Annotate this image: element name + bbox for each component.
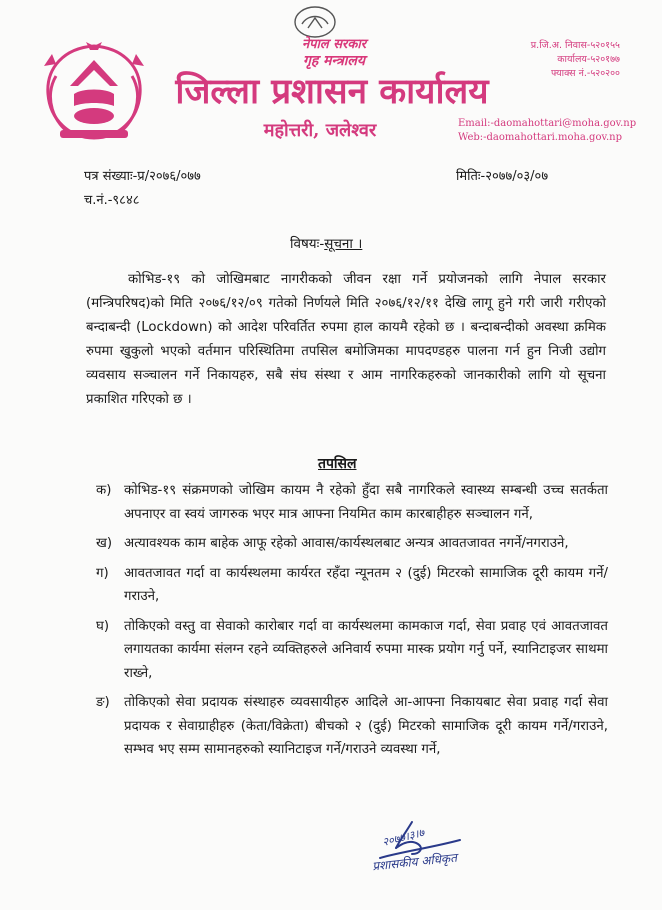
item-marker: ङ) xyxy=(96,695,110,710)
contact-office: कार्यालय-५२०१७७ xyxy=(557,54,620,65)
letter-date: मितिः-२०७७/०३/०७ xyxy=(456,169,549,184)
schedule-list xyxy=(96,479,608,768)
signature-date: २०७७।३।७ xyxy=(381,826,426,849)
item-marker: घ) xyxy=(96,618,110,634)
subject-label: विषयः- xyxy=(290,236,325,252)
list-item xyxy=(96,562,608,609)
notice-body: कोभिड-१९ को जोखिमबाट नागरीकको जीवन रक्षा गर्ने प्रयोजनको लागि नेपाल सरकार (मन्त्रिपरिषद)को मिति २०७६/१२/०९ गतेको निर्णयले मिति २०७६/१२/११ देखि लागू हुने गरी जारी गरीएको बन्दाबन्दी (Lockdown) को आदेश परिवर्तित रुपमा हाल कायमै रहेको छ । बन्दाबन्दीको अवस्था क्रमिक रुपमा खुकुलो भएको वर्तमान परिस्थितिमा तपसिल बमोजिमका मापदण्डहरु पालना गर्न हुन निजी उद्योग व्यवसाय सञ्चालन गर्ने निकायहरु, सबै संघ संस्था र आम नागरिकहरुको जानकारीको लागि यो सूचना प्रकाशित गरिएको छ । xyxy=(86,272,606,407)
item-text: तोकिएको सेवा प्रदायक संस्थाहरु व्यवसायीहरु आदिले आ-आफ्ना निकायबाट सेवा प्रवाह गर्दा सेवा प्रदायक र सेवाग्राहीहरु (केता/विक्रेता) बीचको २ (दुई) मिटरको सामाजिक दूरी कायम गर्ने/गराउने, सम्भव भए सम्म सामानहरुको स्यानिटाइज गर्ने/गराउने व्यवस्था गर्ने, xyxy=(124,695,608,757)
office-name: जिल्ला प्रशासन कार्यालय xyxy=(175,71,489,112)
item-text: कोभिड-१९ संक्रमणको जोखिम कायम नै रहेको हुँदा सबै नागरिकले स्वास्थ्य सम्बन्धी उच्च सतर्कता अपनाएर वा स्वयं जागरुक भएर मात्र आफ्ना नियमित काम कारबाहीहरु सञ्चालन गर्ने, xyxy=(124,483,608,522)
subject-text: सूचना । xyxy=(324,236,363,252)
reference-number: पत्र संख्याः-प्र/२०७६/०७७ xyxy=(84,169,201,184)
list-item xyxy=(96,479,608,526)
office-location: महोत्तरी, जलेश्वर xyxy=(263,120,377,141)
item-marker: ग) xyxy=(96,565,109,581)
item-marker: क) xyxy=(96,483,112,498)
email-address: Email:-daomahottari@moha.gov.np xyxy=(458,118,637,129)
government-seal-logo xyxy=(288,2,342,40)
contact-residence: प्र.जि.अ. निवास-५२०१५५ xyxy=(530,40,620,51)
contact-fax: फ्याक्स नं.-५२०२०० xyxy=(550,68,620,79)
ministry-line-2: गृह मन्त्रालय xyxy=(302,53,366,69)
list-item xyxy=(96,532,608,556)
item-marker: ख) xyxy=(96,536,113,551)
item-text: आवतजावत गर्दा वा कार्यस्थलमा कार्यरत रहँदा न्यूनतम २ (दुई) मिटरको सामाजिक दूरी कायम गर्ने/गराउने, xyxy=(124,565,608,604)
schedule-heading: तपसिल xyxy=(318,456,357,472)
subject-line xyxy=(290,234,362,252)
item-text: अत्यावश्यक काम बाहेक आफू रहेको आवास/कार्यस्थलबाट अन्यत्र आवतजावत नगर्ने/नगराउने, xyxy=(124,536,569,551)
nepal-emblem-logo xyxy=(34,36,154,148)
chalani-number: च.नं.-९८४८ xyxy=(84,193,140,208)
item-text: तोकिएको वस्तु वा सेवाको कारोबार गर्दा वा कार्यस्थलमा कामकाज गर्दा, सेवा प्रवाह एवं आवतजावत लगायतका कार्यमा संलग्न रहने व्यक्तिहरुले अनिवार्य रुपमा मास्क प्रयोग गर्नु पर्ने, स्यानिटाइजर साथमा राख्ने, xyxy=(124,618,608,681)
ministry-line-1: नेपाल सरकार xyxy=(301,37,367,52)
list-item xyxy=(96,691,608,762)
web-address: Web:-daomahottari.moha.gov.np xyxy=(458,132,622,143)
signature-title: प्रशासकीय अधिकृत xyxy=(371,850,458,874)
list-item xyxy=(96,615,608,686)
